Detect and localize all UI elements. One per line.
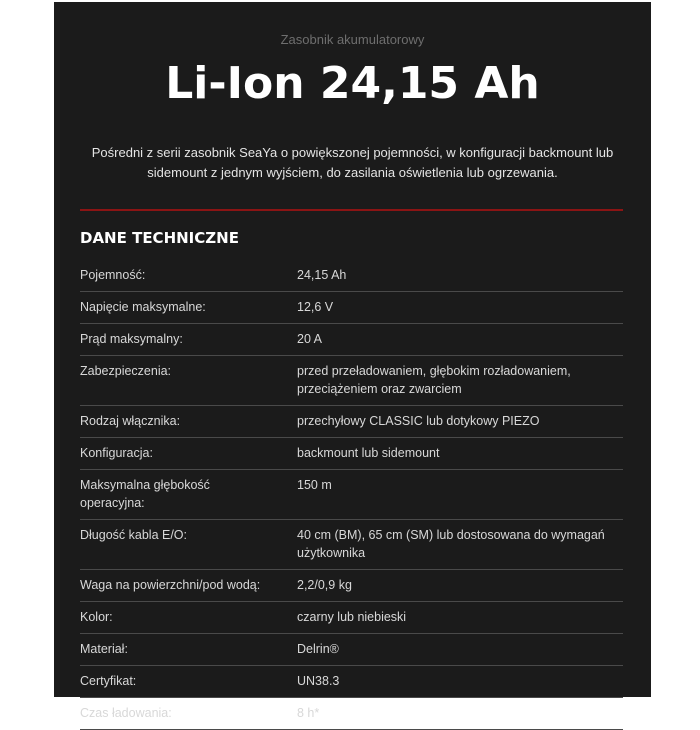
spec-value: 24,15 Ah [297,268,347,282]
spec-row [80,356,623,406]
product-panel [54,2,651,720]
product-title: Li-Ion 24,15 Ah [165,58,540,109]
spec-row [80,260,623,292]
spec-table [80,260,623,730]
spec-value: 8 h* [297,706,320,720]
spec-label: Waga na powierzchni/pod wodą: [80,578,261,592]
product-description: Pośredni z serii zasobnik SeaYa o powiększonej pojemności, w konfiguracji backmount lub sidemount z jednym wyjściem, do zasilania oświetlenia lub ogrzewania. [91,145,614,180]
spec-value: 150 m [297,478,332,492]
spec-label: Długość kabla E/O: [80,528,187,542]
spec-row [80,406,623,438]
spec-label: Zabezpieczenia: [80,364,172,378]
divider [80,209,623,211]
spec-label: Pojemność: [80,268,146,282]
spec-row [80,602,623,634]
spec-value: 12,6 V [297,300,334,314]
spec-label: Kolor: [80,610,113,624]
spec-value: przed przeładowaniem, głębokim rozładowaniem, przeciążeniem oraz zwarciem [297,364,571,396]
spec-label: Materiał: [80,642,128,656]
spec-row [80,666,623,698]
spec-label: Konfiguracja: [80,446,153,460]
spec-label: Czas ładowania: [80,706,172,720]
spec-row [80,520,623,570]
product-subtitle: Zasobnik akumulatorowy [280,32,425,47]
spec-label: Prąd maksymalny: [80,332,183,346]
spec-row [80,698,623,730]
spec-value: 20 A [297,332,323,346]
spec-row [80,470,623,520]
spec-value: Delrin® [297,642,339,656]
spec-value: przechyłowy CLASSIC lub dotykowy PIEZO [297,414,540,428]
spec-label: Maksymalna głębokość operacyjna: [80,478,210,510]
spec-row [80,292,623,324]
spec-row [80,324,623,356]
spec-row [80,570,623,602]
spec-label: Napięcie maksymalne: [80,300,206,314]
spec-value: 40 cm (BM), 65 cm (SM) lub dostosowana do wymagań użytkownika [297,528,605,560]
spec-value: 2,2/0,9 kg [297,578,352,592]
spec-value: czarny lub niebieski [297,610,407,624]
section-heading: DANE TECHNICZNE [80,229,239,247]
spec-value: backmount lub sidemount [297,446,440,460]
spec-label: Rodzaj włącznika: [80,414,181,428]
spec-row [80,438,623,470]
spec-label: Certyfikat: [80,674,137,688]
spec-value: UN38.3 [297,674,340,688]
spec-row [80,634,623,666]
